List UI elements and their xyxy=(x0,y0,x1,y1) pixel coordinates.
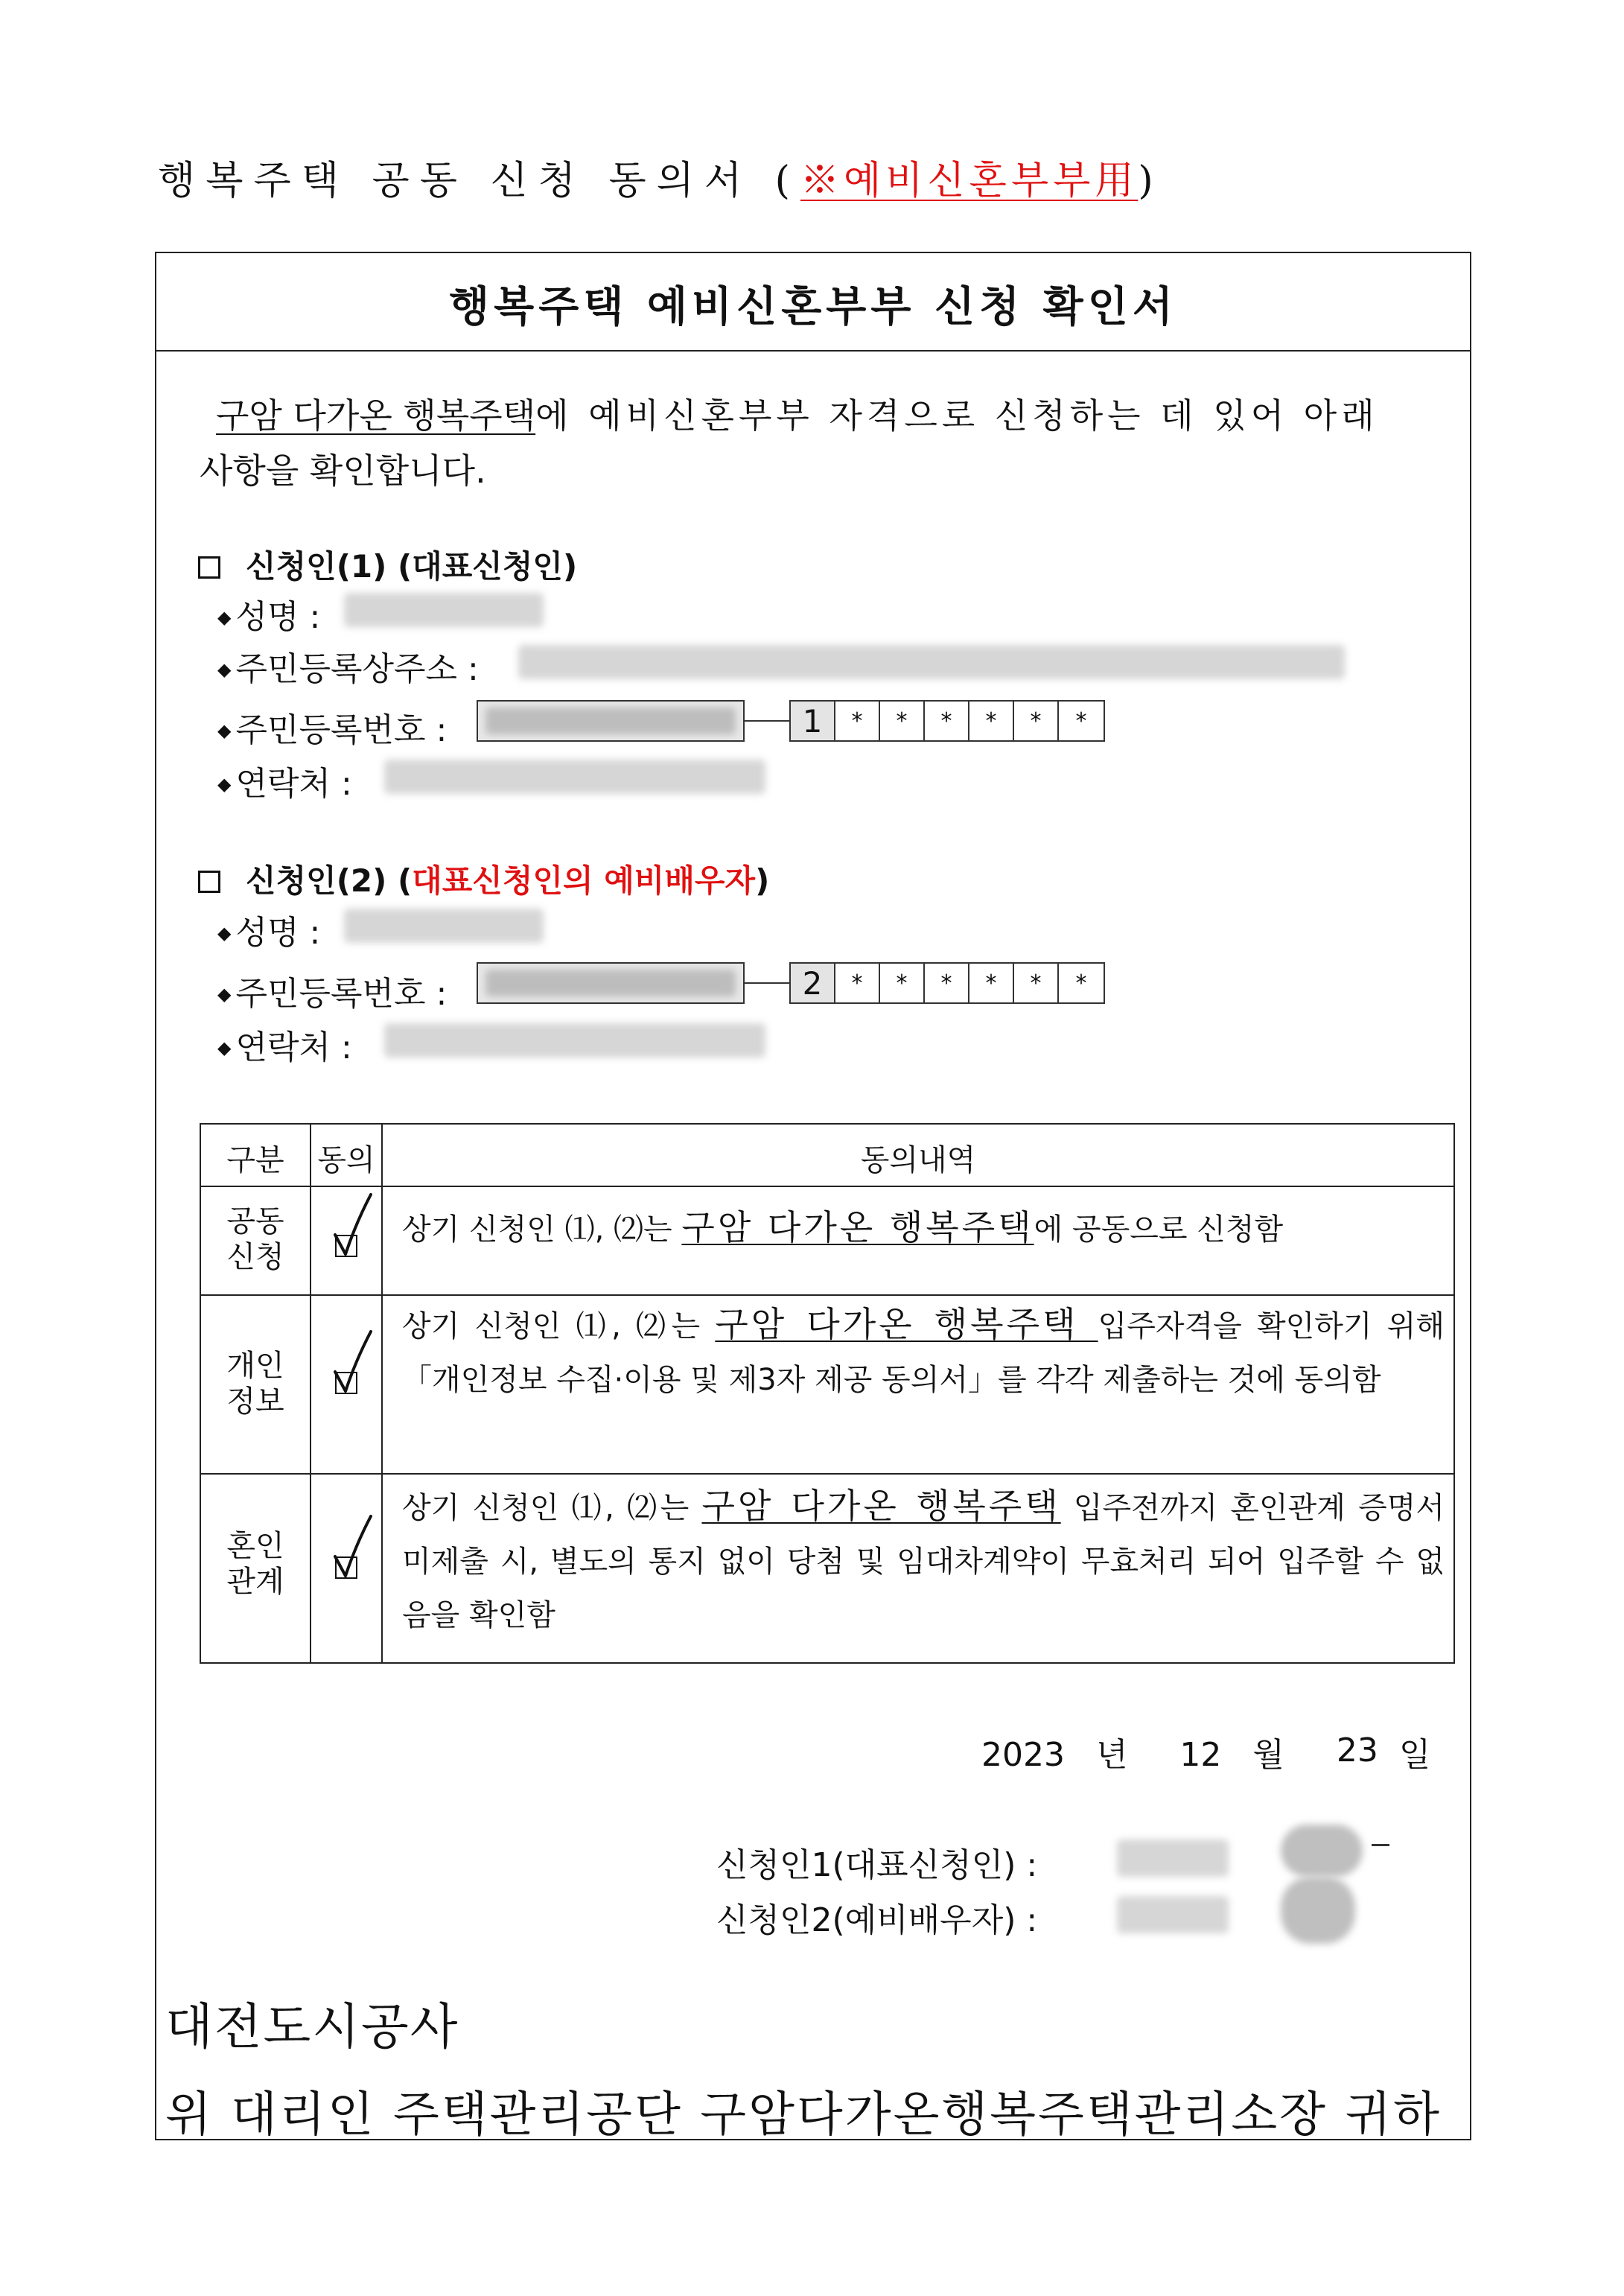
applicant2-heading xyxy=(198,856,769,901)
row-text-housing-name: 구암 다가온 행복주택 xyxy=(681,1207,1034,1247)
row-text-post: 입주전까지 혼인관계 증명서 미제출 시, 별도의 통지 없이 당첨 및 임대차계약이 무효처리 되어 입주할 수 없음을 확인함 xyxy=(402,1491,1445,1632)
intro-line-2: 사항을 확인합니다. xyxy=(200,451,486,491)
rrn-mask-cell: * xyxy=(1075,970,1087,996)
checkmark-icon xyxy=(334,1515,372,1583)
signature-applicant1-name-redacted xyxy=(1117,1839,1229,1877)
applicant2-contact-label: 연락처 : xyxy=(235,1028,352,1066)
date-year-unit: 년 xyxy=(1095,1736,1128,1774)
signature-applicant2-mark-redacted xyxy=(1281,1877,1355,1944)
signature-stroke xyxy=(1372,1844,1389,1846)
applicant2-name-redacted xyxy=(344,909,544,943)
row-text-housing-name: 구암 다가온 행복주택 xyxy=(701,1486,1061,1526)
rrn-mask-cell: * xyxy=(969,702,1014,740)
rrn-connector xyxy=(745,720,789,722)
applicant2-heading-text: 신청인(2) ( xyxy=(246,862,413,899)
intro-line-1 xyxy=(216,389,1379,438)
row-text-pre: 상기 신청인 ⑴, ⑵는 xyxy=(402,1309,716,1343)
rrn-mask-cell: * xyxy=(1014,964,1059,1002)
applicant1-contact-redacted xyxy=(384,760,765,794)
rrn-gender-digit: 1 xyxy=(791,702,835,740)
bullet-icon: ◆ xyxy=(217,774,232,795)
row-text-housing-name: 구암 다가온 행복주택 xyxy=(715,1304,1098,1344)
signature-applicant1-label: 신청인1(대표신청인) : xyxy=(716,1846,1038,1884)
row-text-marriage xyxy=(402,1479,1445,1642)
rrn-mask-cell: * xyxy=(925,964,969,1002)
bullet-icon: ◆ xyxy=(217,1037,232,1058)
consent-table xyxy=(200,1123,1455,1664)
bullet-icon: ◆ xyxy=(217,659,232,680)
applicant2-contact-row xyxy=(217,1020,352,1068)
applicant1-heading-text: 신청인(1) (대표신청인) xyxy=(246,548,578,585)
applicant1-name-label: 성명 : xyxy=(235,598,321,636)
rrn-gender-digit: 2 xyxy=(791,964,835,1002)
row-text-pre: 상기 신청인 ⑴, ⑵는 xyxy=(402,1491,702,1525)
checkmark-icon xyxy=(334,1193,372,1262)
table-divider xyxy=(201,1473,1453,1475)
applicant1-rrn-front-redacted xyxy=(477,700,745,742)
rrn-connector xyxy=(745,982,789,984)
row-label-joint xyxy=(201,1203,310,1275)
applicant1-name-redacted xyxy=(344,593,544,627)
document-header xyxy=(158,149,1164,205)
intro-line-1-rest: 에 예비신혼부부 자격으로 신청하는 데 있어 아래 xyxy=(535,395,1379,436)
applicant1-contact-row xyxy=(217,757,352,804)
col-header-category: 구분 xyxy=(226,1143,284,1177)
col-header-consent: 동의 xyxy=(317,1143,375,1177)
row-text-privacy xyxy=(402,1297,1445,1407)
applicant1-rrn-back xyxy=(789,700,1105,742)
table-divider xyxy=(201,1294,1453,1296)
row-label-marriage xyxy=(201,1528,310,1600)
bullet-icon: ◆ xyxy=(217,923,232,944)
checkmark-icon xyxy=(334,1330,372,1399)
date-month-unit: 월 xyxy=(1252,1736,1284,1774)
date-month: 12 xyxy=(1179,1736,1222,1774)
header-title-prefix: 행복주택 공동 신청 동의서 ( xyxy=(158,159,800,203)
row-label-line: 정보 xyxy=(226,1384,284,1419)
form-title: 행복주택 예비신혼부부 신청 확인서 xyxy=(449,283,1177,331)
row-label-line: 혼인 xyxy=(226,1529,284,1563)
row-text-post: 에 공동으로 신청함 xyxy=(1034,1212,1284,1247)
rrn-mask-cell: * xyxy=(1075,707,1087,734)
table-divider xyxy=(381,1125,383,1662)
table-divider xyxy=(201,1186,1453,1187)
rrn-mask-cell: * xyxy=(835,702,880,740)
applicant1-address-label: 주민등록상주소 : xyxy=(235,650,479,688)
intro-housing-name: 구암 다가온 행복주택 xyxy=(216,395,536,436)
footer-organization: 대전도시공사 xyxy=(165,1998,459,2055)
row-text-joint xyxy=(402,1207,1445,1247)
applicant1-checkbox-icon xyxy=(198,556,220,579)
row-label-line: 신청 xyxy=(226,1240,284,1274)
applicant1-contact-label: 연락처 : xyxy=(235,765,352,803)
row-label-line: 공동 xyxy=(226,1204,284,1238)
row-text-post: 입주자격을 확인하기 위해 「개인정보 수집·이용 및 제3자 제공 동의서」를 각각 제출하는 것에 동의함 xyxy=(402,1309,1445,1397)
rrn-mask-cell: * xyxy=(969,964,1014,1002)
rrn-mask-cell: * xyxy=(880,702,925,740)
applicant1-rrn-label: 주민등록번호 : xyxy=(235,711,448,749)
applicant2-rrn-label: 주민등록번호 : xyxy=(235,975,448,1013)
applicant2-rrn-back xyxy=(789,962,1105,1004)
applicant1-heading xyxy=(198,542,577,587)
footer-addressee: 위 대리인 주택관리공단 구암다가온행복주택관리소장 귀하 xyxy=(165,2087,1442,2143)
applicant2-contact-redacted xyxy=(384,1023,765,1058)
rrn-mask-cell: * xyxy=(835,964,880,1002)
applicant2-name-row xyxy=(217,906,320,953)
date-day-unit: 일 xyxy=(1398,1736,1431,1774)
applicant1-address-row xyxy=(217,642,479,690)
form-title-row xyxy=(156,253,1470,352)
applicant1-rrn-row xyxy=(217,703,447,751)
row-label-privacy xyxy=(201,1348,310,1419)
signature-applicant2-label: 신청인2(예비배우자) : xyxy=(716,1901,1038,1939)
applicant2-rrn-row xyxy=(217,967,447,1014)
applicant1-name-row xyxy=(217,590,320,637)
rrn-mask-cell: * xyxy=(880,964,925,1002)
applicant2-checkbox-icon xyxy=(198,871,220,893)
row-text-pre: 상기 신청인 ⑴, ⑵는 xyxy=(402,1212,682,1247)
header-title-suffix: ) xyxy=(1138,159,1164,203)
col-header-details: 동의내역 xyxy=(860,1143,976,1177)
date-year: 2023 xyxy=(981,1736,1065,1774)
applicant2-rrn-front-redacted xyxy=(477,962,745,1004)
applicant1-address-redacted xyxy=(518,645,1345,679)
applicant2-heading-red: 대표신청인의 예비배우자 xyxy=(412,862,756,899)
signature-applicant2-name-redacted xyxy=(1117,1896,1229,1933)
row-label-line: 관계 xyxy=(226,1565,284,1599)
header-title-red: ※예비신혼부부用 xyxy=(800,159,1139,203)
signature-applicant1-mark-redacted xyxy=(1281,1825,1363,1877)
date-day: 23 xyxy=(1336,1731,1378,1769)
applicant2-name-label: 성명 : xyxy=(235,914,321,952)
bullet-icon: ◆ xyxy=(217,984,232,1005)
bullet-icon: ◆ xyxy=(217,720,232,741)
table-divider xyxy=(310,1125,311,1662)
applicant2-heading-close: ) xyxy=(755,862,770,899)
bullet-icon: ◆ xyxy=(217,607,232,628)
rrn-mask-cell: * xyxy=(1014,702,1059,740)
row-label-line: 개인 xyxy=(226,1349,284,1383)
signing-date xyxy=(981,1728,1430,1775)
rrn-mask-cell: * xyxy=(925,702,969,740)
